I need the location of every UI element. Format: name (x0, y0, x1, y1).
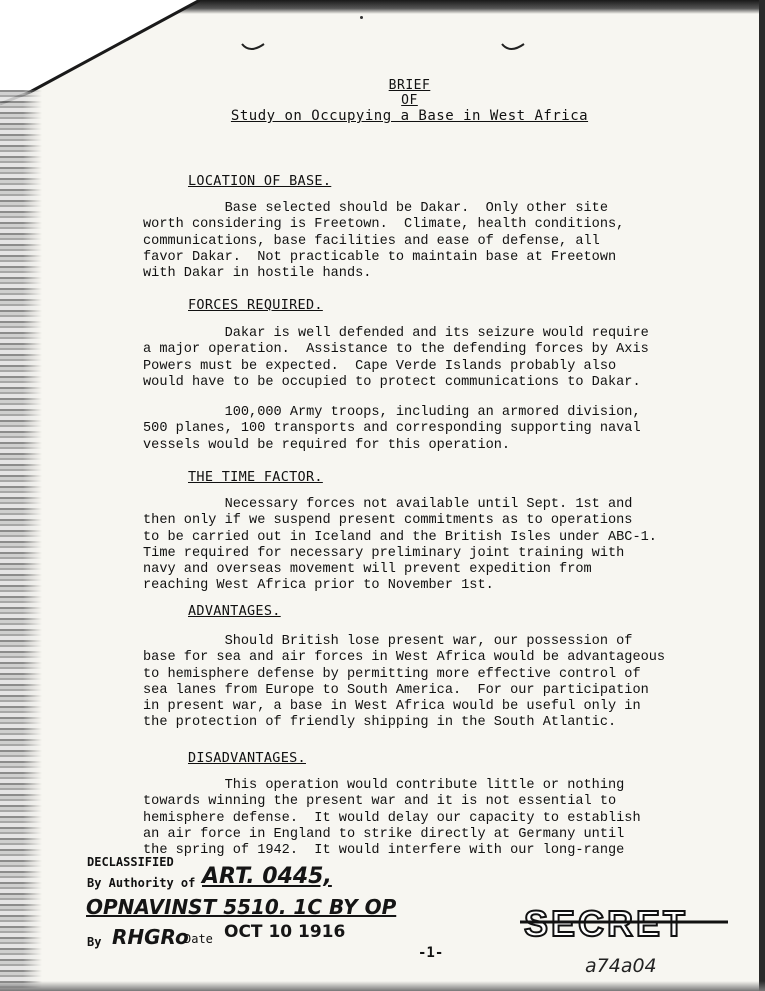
ink-dot (360, 16, 363, 19)
paragraph-forces-2: 100,000 Army troops, including an armored division, 500 planes, 100 transports and corresponding supporting naval vessels would be required for this operation. (143, 405, 641, 453)
paragraph-location: Base selected should be Dakar. Only other site worth considering is Freetown. Climate, health conditions, communications, base facilities and ease of defense, all favor Dakar. Not practicable to maintain base at Freetown with Dakar in hostile hands. (143, 201, 625, 282)
section-heading-advantages: ADVANTAGES. (188, 603, 281, 619)
section-heading-forces: FORCES REQUIRED. (188, 297, 323, 313)
section-heading-location: LOCATION OF BASE. (188, 173, 332, 189)
authority-handwritten: ART. 0445, (202, 864, 332, 889)
check-mark-right (500, 38, 526, 58)
file-number-handwritten: a74a04 (585, 955, 657, 977)
section-heading-disadvantages: DISADVANTAGES. (188, 750, 306, 766)
authority-prefix: By Authority of (87, 876, 196, 890)
paragraph-advantages: Should British lose present war, our possession of base for sea and air forces in West Africa would be advantageous to hemisphere defense by permitting more effective control of sea lanes from Europe to South America. For our participation in present war, a base in West Africa would be useful only in the protection of friendly shipping in the South Atlantic. (143, 634, 666, 731)
declassified-label: DECLASSIFIED (87, 855, 174, 869)
scan-bottom-edge (0, 981, 765, 991)
scan-right-edge (759, 0, 765, 991)
secret-stamp (520, 905, 728, 941)
svg-text:SECRET: SECRET (524, 905, 689, 941)
check-mark-left (240, 38, 266, 58)
page-number: -1- (418, 945, 444, 961)
scan-left-edge (0, 90, 42, 991)
document-title: Study on Occupying a Base in West Africa (230, 108, 589, 124)
header-line-of: OF (401, 93, 418, 108)
instruction-handwritten: OPNAVINST 5510. 1C BY OP (86, 895, 397, 919)
paragraph-disadvantages: This operation would contribute little or nothing towards winning the present war and it is not essential to hemisphere defense. It would delay our capacity to establish an air force in England to strike directly at Germany until the spring of 1942. It would interfere with our long-range (143, 778, 641, 859)
date-prefix: Date (184, 932, 213, 946)
paragraph-forces-1: Dakar is well defended and its seizure would require a major operation. Assistance to the defending forces by Axis Powers must be expected. Cape Verde Islands probably also would have to be occupied to protect communications to Dakar. (143, 326, 649, 390)
by-handwritten: RHGRo (112, 925, 189, 949)
date-stamp: OCT 10 1916 (224, 922, 346, 942)
paragraph-time: Necessary forces not available until Sept. 1st and then only if we suspend present commitments as to operations to be carried out in Iceland and the British Isles under ABC-1. Time required for necessary preliminary joint training with navy and overseas movement will prevent expedition from reaching West Africa prior to November 1st. (143, 497, 657, 594)
header-line-brief: BRIEF (388, 78, 431, 93)
by-prefix: By (87, 935, 102, 949)
section-heading-time: THE TIME FACTOR. (188, 469, 323, 485)
